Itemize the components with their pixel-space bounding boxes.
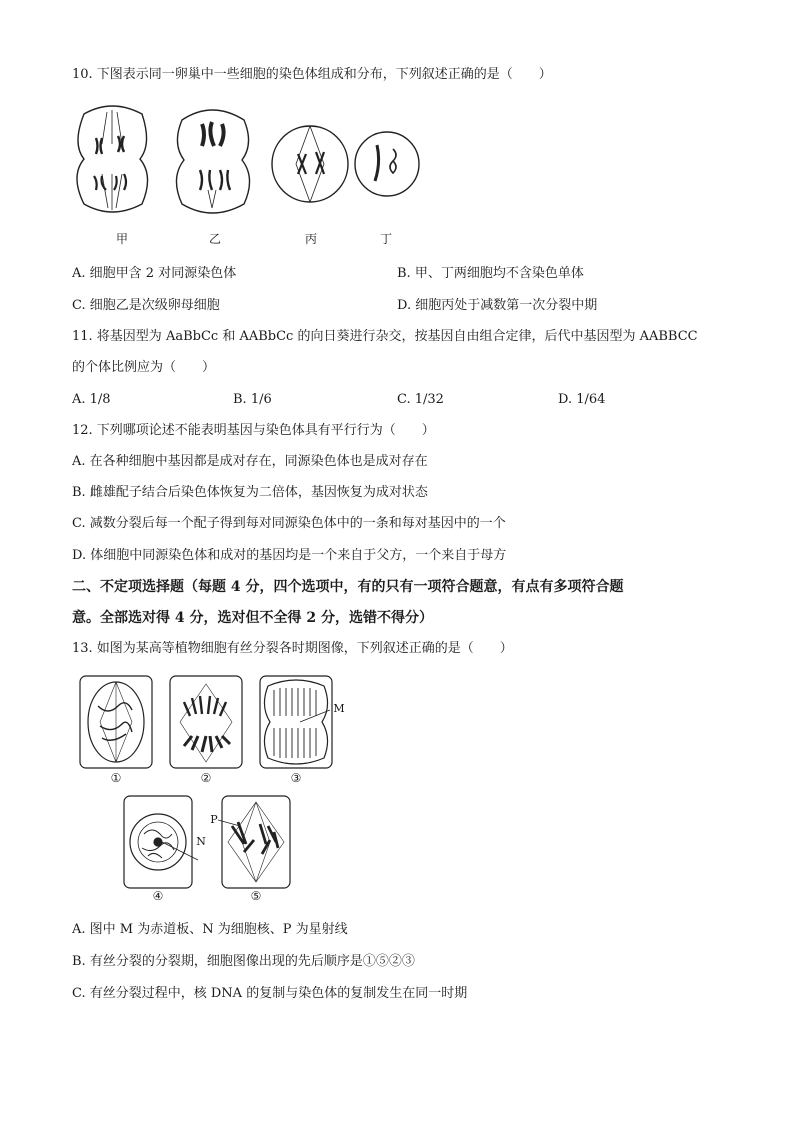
cell-4-drawing <box>124 796 198 888</box>
q13-label-2: ② <box>200 771 212 785</box>
q10-label-jia: 甲 <box>115 232 128 246</box>
cell-jia-drawing <box>77 106 148 212</box>
cell-bing-drawing <box>272 126 348 202</box>
q13-cell-diagrams <box>80 676 350 896</box>
cell-yi-drawing <box>176 110 249 213</box>
q12-option-b: B. 雌雄配子结合后染色体恢复为二倍体，基因恢复为成对状态 <box>72 485 428 500</box>
cell-ding-drawing <box>355 132 419 196</box>
q12-stem: 12. 下列哪项论述不能表明基因与染色体具有平行行为（ ） <box>72 423 435 438</box>
q13-option-b: B. 有丝分裂的分裂期，细胞图像出现的先后顺序是①⑤②③ <box>72 954 415 969</box>
cell-3-drawing <box>260 676 332 768</box>
q11-option-d: D. 1/64 <box>558 392 606 407</box>
q13-label-1: ① <box>110 771 122 785</box>
q10-option-a: A. 细胞甲含 2 对同源染色体 <box>72 266 237 281</box>
q11-stem-line1: 11. 将基因型为 AaBbCc 和 AABbCc 的向日葵进行杂交，按基因自由组合定律，后代中基因型为 AABBCC <box>72 329 698 344</box>
cell-1-drawing <box>80 676 152 768</box>
q10-option-b: B. 甲、丁两细胞均不含染色单体 <box>397 266 584 281</box>
q13-marker-m: M <box>333 702 345 715</box>
q11-option-c: C. 1/32 <box>397 392 444 407</box>
cell-2-drawing <box>170 676 242 768</box>
section2-heading-line2: 意。全部选对得 4 分，选对但不全得 2 分，选错不得分） <box>72 610 433 626</box>
q10-cell-diagrams <box>72 104 422 224</box>
q13-stem: 13. 如图为某高等植物细胞有丝分裂各时期图像，下列叙述正确的是（ ） <box>72 641 513 656</box>
q13-label-5: ⑤ <box>250 889 262 903</box>
q13-marker-n: N <box>196 835 206 848</box>
q13-marker-p: P <box>210 813 218 826</box>
section2-heading-line1: 二、不定项选择题（每题 4 分，四个选项中，有的只有一项符合题意，有点有多项符合题 <box>72 579 624 595</box>
q10-label-bing: 丙 <box>304 232 317 246</box>
q11-stem-line2: 的个体比例应为（ ） <box>72 360 216 375</box>
q11-option-a: A. 1/8 <box>72 392 111 407</box>
q13-label-4: ④ <box>152 889 164 903</box>
q10-label-ding: 丁 <box>379 232 392 246</box>
q13-label-3: ③ <box>290 771 302 785</box>
q10-stem: 10. 下图表示同一卵巢中一些细胞的染色体组成和分布，下列叙述正确的是（ ） <box>72 67 552 82</box>
q10-option-d: D. 细胞丙处于减数第一次分裂中期 <box>397 298 598 313</box>
q10-option-c: C. 细胞乙是次级卵母细胞 <box>72 298 220 313</box>
q12-option-d: D. 体细胞中同源染色体和成对的基因均是一个来自于父方，一个来自于母方 <box>72 548 507 563</box>
q13-option-a: A. 图中 M 为赤道板、N 为细胞核、P 为星射线 <box>72 922 348 937</box>
q12-option-a: A. 在各种细胞中基因都是成对存在，同源染色体也是成对存在 <box>72 454 428 469</box>
q10-figure <box>72 104 422 228</box>
q12-option-c: C. 减数分裂后每一个配子得到每对同源染色体中的一条和每对基因中的一个 <box>72 516 506 531</box>
q11-option-b: B. 1/6 <box>233 392 272 407</box>
q13-figure <box>80 676 350 900</box>
q13-option-c: C. 有丝分裂过程中，核 DNA 的复制与染色体的复制发生在同一时期 <box>72 986 468 1001</box>
q10-label-yi: 乙 <box>208 232 221 246</box>
cell-5-drawing <box>218 796 290 888</box>
